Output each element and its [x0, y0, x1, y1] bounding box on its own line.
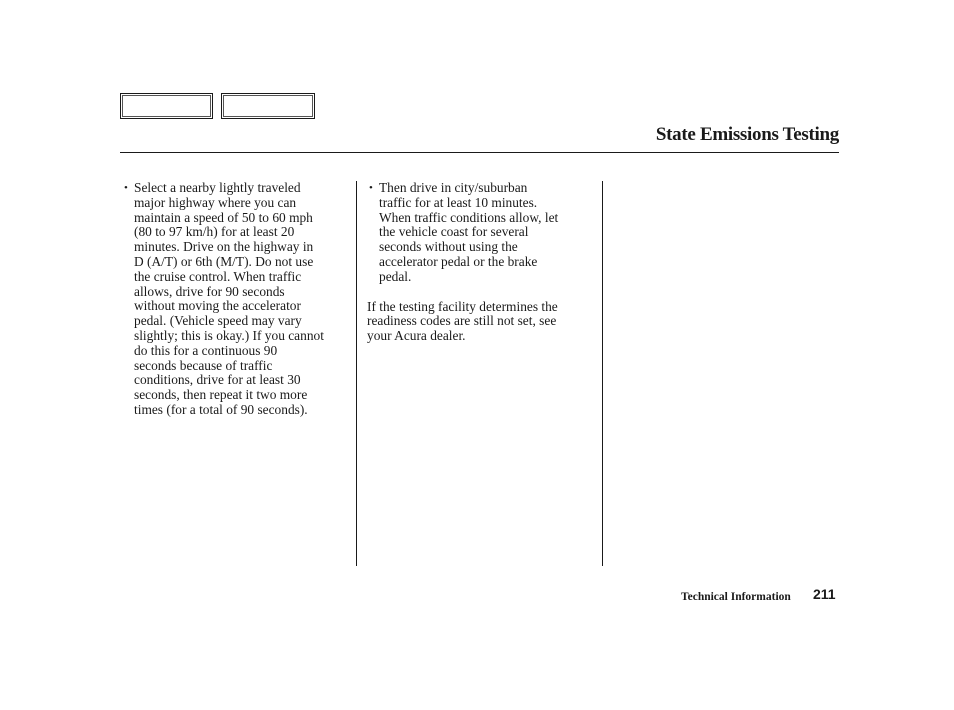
previous-page-button[interactable]: [120, 93, 213, 119]
text-line: without moving the accelerator: [134, 298, 301, 314]
text-line: pedal.: [379, 268, 412, 284]
text-line: minutes. Drive on the highway in: [134, 239, 314, 255]
text-line: allows, drive for 90 seconds: [134, 283, 285, 299]
dealer-note-paragraph: [367, 300, 595, 344]
text-line: (80 to 97 km/h) for at least 20: [134, 224, 295, 240]
text-column-left: [122, 181, 350, 418]
text-line: your Acura dealer.: [367, 328, 466, 344]
footer-section-label: Technical Information: [681, 591, 791, 603]
text-line: seconds without using the: [379, 239, 518, 255]
text-line: traffic for at least 10 minutes.: [379, 194, 538, 210]
text-line: Then drive in city/suburban: [379, 180, 528, 195]
text-line: Select a nearby lightly traveled: [134, 180, 301, 195]
text-line: times (for a total of 90 seconds).: [134, 401, 308, 417]
text-line: pedal. (Vehicle speed may vary: [134, 313, 302, 329]
text-line: When traffic conditions allow, let: [379, 209, 559, 225]
text-column-middle: [367, 181, 595, 344]
text-line: the vehicle coast for several: [379, 224, 529, 240]
bullet-item-city-drive: [367, 181, 595, 285]
column-divider-right: [602, 181, 603, 566]
text-line: readiness codes are still not set, see: [367, 313, 557, 329]
text-line: seconds because of traffic: [134, 357, 273, 373]
page-title: State Emissions Testing: [655, 124, 839, 145]
text-line: the cruise control. When traffic: [134, 268, 302, 284]
text-line: seconds, then repeat it two more: [134, 387, 308, 403]
text-line: conditions, drive for at least 30: [134, 372, 301, 388]
text-line: do this for a continuous 90: [134, 342, 278, 358]
next-page-button[interactable]: [221, 93, 315, 119]
bullet-icon: •: [369, 182, 373, 194]
text-line: D (A/T) or 6th (M/T). Do not use: [134, 253, 314, 269]
page-number: 211: [813, 586, 836, 602]
column-divider-left: [356, 181, 357, 566]
text-line: slightly; this is okay.) If you cannot: [134, 327, 324, 343]
text-line: major highway where you can: [134, 194, 297, 210]
text-line: maintain a speed of 50 to 60 mph: [134, 209, 313, 225]
text-line: If the testing facility determines the: [367, 298, 558, 314]
title-divider: [120, 152, 839, 153]
bullet-icon: •: [124, 182, 128, 194]
bullet-item-highway-drive: [122, 181, 350, 418]
text-line: accelerator pedal or the brake: [379, 253, 538, 269]
